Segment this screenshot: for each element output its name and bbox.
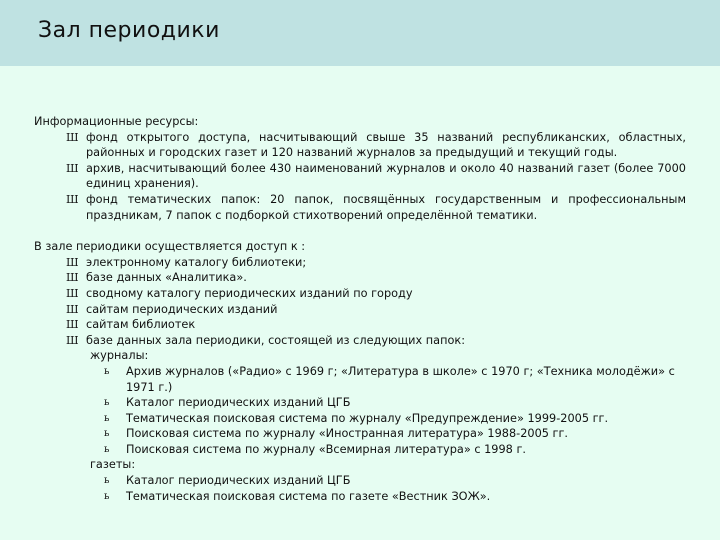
bullet-marker: ь xyxy=(104,443,110,455)
title-bar xyxy=(0,0,720,66)
bullet-marker: ь xyxy=(104,412,110,424)
bullet-marker: Ш xyxy=(66,302,79,316)
list-item-text: фонд открытого доступа, насчитывающий свыше 35 названий республиканских, областных, районных и городских газет и 120 названий журналов за предыдущий и текущий годы. xyxy=(86,130,686,160)
journals-label: журналы: xyxy=(90,349,149,363)
list-item xyxy=(34,489,686,505)
list-item-text: электронному каталогу библиотеки; xyxy=(86,255,307,269)
bullet-marker: Ш xyxy=(66,271,79,285)
list-item xyxy=(34,364,686,395)
list-item-text: Тематическая поисковая система по журналу «Предупреждение» 1999-2005 гг. xyxy=(126,411,609,425)
list-item-text: базе данных «Аналитика». xyxy=(86,271,247,285)
list-item xyxy=(34,270,686,286)
list-item-text: Каталог периодических изданий ЦГБ xyxy=(126,474,351,488)
list-item-text: базе данных зала периодики, состоящей из следующих папок: xyxy=(86,333,466,347)
list-item xyxy=(34,286,686,302)
bullet-marker: Ш xyxy=(66,255,79,269)
newspapers-label: газеты: xyxy=(90,458,136,472)
bullet-marker: Ш xyxy=(66,286,79,300)
bullet-marker: ь xyxy=(104,490,110,502)
bullet-marker: Ш xyxy=(66,130,79,144)
list-item xyxy=(34,473,686,489)
bullet-marker: ь xyxy=(104,365,110,377)
list-item-text: сайтам периодических изданий xyxy=(86,302,278,316)
list-item-text: сводному каталогу периодических изданий по городу xyxy=(86,286,413,300)
slide-content xyxy=(34,114,686,504)
resources-heading: Информационные ресурсы: xyxy=(34,115,199,128)
list-item xyxy=(34,442,686,458)
list-item-text: Поисковая система по журналу «Всемирная литература» с 1998 г. xyxy=(126,442,526,456)
bullet-marker: Ш xyxy=(66,318,79,332)
list-item-text: фонд тематических папок: 20 папок, посвящённых государственным и профессиональным праздникам, 7 папок с подборкой стихотворений определённой тематики. xyxy=(86,192,686,222)
list-item-text: Поисковая система по журналу «Иностранная литература» 1988-2005 гг. xyxy=(126,427,569,441)
list-item xyxy=(34,411,686,427)
list-item-text: Каталог периодических изданий ЦГБ xyxy=(126,396,351,410)
list-item-text: Тематическая поисковая система по газете «Вестник ЗОЖ». xyxy=(126,489,491,503)
bullet-marker: Ш xyxy=(66,192,79,206)
bullet-marker: ь xyxy=(104,397,110,409)
bullet-marker: Ш xyxy=(66,161,79,175)
bullet-marker: ь xyxy=(104,475,110,487)
list-item xyxy=(34,317,686,333)
bullet-marker: ь xyxy=(104,428,110,440)
list-item xyxy=(34,333,686,349)
list-item xyxy=(34,302,686,318)
bullet-marker: Ш xyxy=(66,333,79,347)
list-item xyxy=(34,255,686,271)
list-item-text: Архив журналов («Радио» с 1969 г; «Литература в школе» с 1970 г; «Техника молодёжи» с 1971 г.) xyxy=(126,364,675,394)
list-item xyxy=(34,130,686,161)
slide-title: Зал периодики xyxy=(38,18,220,43)
list-item xyxy=(34,192,686,223)
list-item-text: архив, насчитывающий более 430 наименований журналов и около 40 названий газет (более 7000 единиц хранения). xyxy=(86,161,686,191)
list-item xyxy=(34,426,686,442)
list-item xyxy=(34,395,686,411)
list-item xyxy=(34,161,686,192)
access-heading: В зале периодики осуществляется доступ к : xyxy=(34,240,306,254)
list-item-text: сайтам библиотек xyxy=(86,318,196,332)
